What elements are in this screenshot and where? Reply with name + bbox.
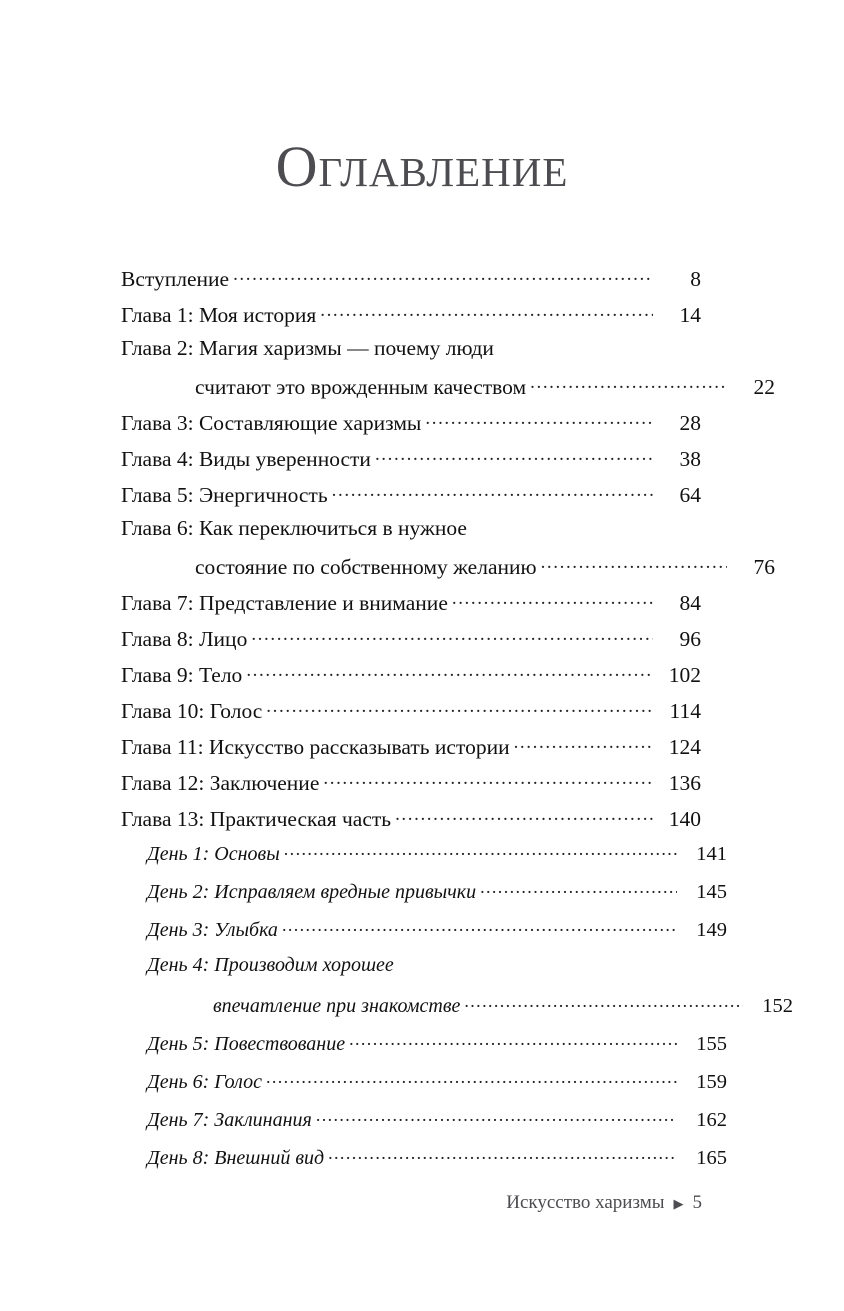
dot-leader xyxy=(425,408,653,430)
toc-chapter-entry[interactable] xyxy=(121,336,775,408)
toc-day-entry[interactable] xyxy=(121,1068,727,1106)
toc-entry-line xyxy=(121,264,701,300)
toc-chapter-entry[interactable] xyxy=(121,480,701,516)
toc-entry-label: Глава 5: Энергичность xyxy=(121,482,328,507)
dot-leader xyxy=(266,1068,677,1088)
toc-list xyxy=(121,264,793,1182)
toc-entry-page-number: 140 xyxy=(668,806,701,831)
toc-entry-page-number: 165 xyxy=(696,1147,727,1169)
toc-entry-label: День 2: Исправляем вредные привычки xyxy=(147,881,477,903)
dot-leader xyxy=(316,1106,677,1126)
toc-chapter-entry[interactable] xyxy=(121,660,701,696)
toc-chapter-entry[interactable] xyxy=(121,624,701,660)
toc-entry-line xyxy=(121,336,701,372)
toc-chapter-entry[interactable] xyxy=(121,588,701,624)
dot-leader xyxy=(328,1144,677,1164)
toc-day-entry[interactable] xyxy=(121,840,727,878)
toc-entry-label: День 1: Основы xyxy=(147,843,280,865)
toc-entry-page-number: 76 xyxy=(753,554,775,579)
dot-leader xyxy=(251,624,653,646)
toc-entry-line xyxy=(147,916,727,954)
dot-leader xyxy=(282,916,677,936)
toc-entry-page-number: 155 xyxy=(696,1033,727,1055)
dot-leader xyxy=(349,1030,677,1050)
toc-day-entry[interactable] xyxy=(121,916,727,954)
dot-leader xyxy=(320,300,653,322)
dot-leader xyxy=(246,660,653,682)
toc-entry-page-number: 162 xyxy=(696,1109,727,1131)
toc-entry-label: Глава 8: Лицо xyxy=(121,626,248,651)
toc-chapter-entry[interactable] xyxy=(121,300,701,336)
toc-entry-line xyxy=(121,372,775,408)
toc-chapter-entry[interactable] xyxy=(121,804,701,840)
toc-entry-label: Вступление xyxy=(121,266,230,291)
toc-entry-line xyxy=(147,1144,727,1182)
toc-entry-page-number: 84 xyxy=(679,590,701,615)
dot-leader xyxy=(323,768,653,790)
toc-entry-page-number: 38 xyxy=(679,446,701,471)
toc-chapter-entry[interactable] xyxy=(121,732,701,768)
dot-leader xyxy=(284,840,677,860)
toc-entry-label: Глава 3: Составляющие харизмы xyxy=(121,410,422,435)
toc-entry-label: День 4: Производим хорошее xyxy=(147,954,394,976)
toc-entry-line xyxy=(147,1106,727,1144)
toc-entry-label: Глава 2: Магия харизмы — почему люди xyxy=(121,336,494,360)
toc-entry-page-number: 114 xyxy=(669,698,701,723)
toc-entry-line xyxy=(121,444,701,480)
toc-entry-page-number: 141 xyxy=(696,843,727,865)
toc-entry-label: Глава 13: Практическая часть xyxy=(121,806,392,831)
toc-entry-line xyxy=(147,1030,727,1068)
toc-entry-page-number: 64 xyxy=(679,482,701,507)
toc-entry-line xyxy=(147,878,727,916)
dot-leader xyxy=(530,372,727,394)
toc-chapter-entry[interactable] xyxy=(121,516,775,588)
toc-day-entry[interactable] xyxy=(121,1106,727,1144)
toc-day-entry[interactable] xyxy=(121,1030,727,1068)
toc-chapter-entry[interactable] xyxy=(121,264,701,300)
toc-entry-line xyxy=(147,840,727,878)
toc-day-entry[interactable] xyxy=(121,954,793,1030)
dot-leader xyxy=(464,992,743,1012)
toc-entry-label: Глава 11: Искусство рассказывать истории xyxy=(121,734,510,759)
toc-entry-label: День 7: Заклинания xyxy=(147,1109,312,1131)
toc-entry-page-number: 14 xyxy=(679,302,701,327)
dot-leader xyxy=(514,732,653,754)
toc-entry-line xyxy=(121,516,701,552)
toc-entry-label: Глава 7: Представление и внимание xyxy=(121,590,448,615)
dot-leader xyxy=(480,878,677,898)
toc-entry-page-number: 152 xyxy=(762,995,793,1017)
toc-entry-line xyxy=(121,768,701,804)
toc-entry-line xyxy=(121,588,701,624)
toc-entry-label: Глава 6: Как переключиться в нужное xyxy=(121,516,467,540)
dot-leader xyxy=(332,480,653,502)
toc-entry-line xyxy=(147,1068,727,1106)
toc-entry-label: Глава 1: Моя история xyxy=(121,302,317,327)
toc-entry-label: Глава 9: Тело xyxy=(121,662,243,687)
toc-entry-line xyxy=(121,660,701,696)
toc-entry-label: День 3: Улыбка xyxy=(147,919,278,941)
toc-day-entry[interactable] xyxy=(121,1144,727,1182)
toc-entry-line xyxy=(121,552,775,588)
footer-page-number: 5 xyxy=(692,1192,702,1213)
toc-chapter-entry[interactable] xyxy=(121,444,701,480)
toc-day-entry[interactable] xyxy=(121,878,727,916)
toc-entry-label: Глава 10: Голос xyxy=(121,698,263,723)
toc-entry-label: День 5: Повествование xyxy=(147,1033,346,1055)
dot-leader xyxy=(452,588,653,610)
toc-entry-page-number: 28 xyxy=(679,410,701,435)
toc-entry-label: состояние по собственному желанию xyxy=(195,554,537,579)
toc-entry-line xyxy=(121,408,701,444)
footer-book-title: Искусство харизмы xyxy=(506,1192,665,1213)
dot-leader xyxy=(233,264,653,286)
toc-entry-page-number: 124 xyxy=(668,734,701,759)
toc-entry-line xyxy=(121,480,701,516)
dot-leader xyxy=(266,696,653,718)
toc-entry-line xyxy=(121,624,701,660)
toc-entry-label: День 6: Голос xyxy=(147,1071,262,1093)
toc-entry-label: Глава 12: Заключение xyxy=(121,770,320,795)
toc-entry-page-number: 8 xyxy=(690,266,701,291)
toc-entry-line xyxy=(121,696,701,732)
toc-entry-label: Глава 4: Виды уверенности xyxy=(121,446,371,471)
dot-leader xyxy=(375,444,653,466)
toc-entry-page-number: 149 xyxy=(696,919,727,941)
toc-entry-line xyxy=(147,992,793,1030)
toc-entry-label: впечатление при знакомстве xyxy=(213,995,461,1017)
toc-entry-page-number: 145 xyxy=(696,881,727,903)
page-footer xyxy=(506,1192,702,1214)
page-title: Оглавление xyxy=(275,134,569,199)
toc-entry-label: День 8: Внешний вид xyxy=(147,1147,325,1169)
toc-entry-page-number: 22 xyxy=(753,374,775,399)
toc-entry-page-number: 102 xyxy=(668,662,701,687)
toc-entry-line xyxy=(121,732,701,768)
toc-entry-page-number: 159 xyxy=(696,1071,727,1093)
toc-chapter-entry[interactable] xyxy=(121,768,701,804)
toc-entry-page-number: 96 xyxy=(679,626,701,651)
toc-chapter-entry[interactable] xyxy=(121,696,701,732)
toc-entry-line xyxy=(121,804,701,840)
toc-entry-line xyxy=(121,300,701,336)
toc-chapter-entry[interactable] xyxy=(121,408,701,444)
toc-entry-page-number: 136 xyxy=(668,770,701,795)
dot-leader xyxy=(541,552,727,574)
dot-leader xyxy=(395,804,653,826)
right-triangle-icon: ▶ xyxy=(673,1195,684,1211)
toc-entry-line xyxy=(147,954,727,992)
toc-entry-label: считают это врожденным качеством xyxy=(195,374,527,399)
